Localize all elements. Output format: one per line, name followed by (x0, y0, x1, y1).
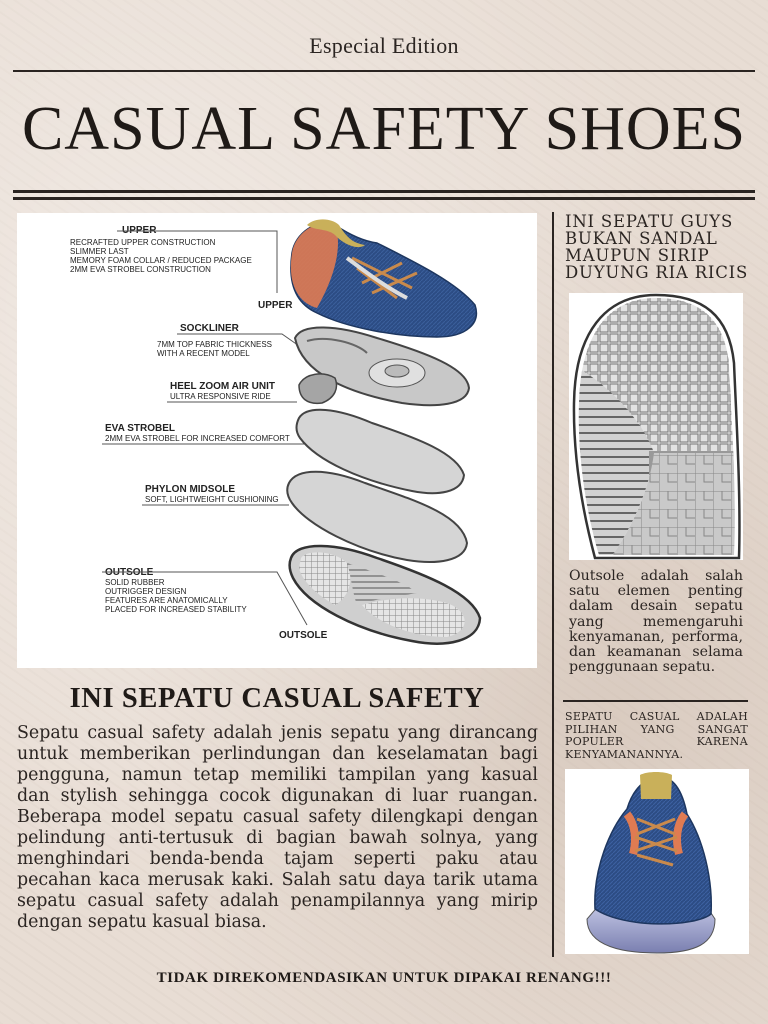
upper-line-2: SLIMMER LAST (70, 247, 129, 256)
outsole-line-4: PLACED FOR INCREASED STABILITY (105, 605, 247, 614)
phylon-line-1: SOFT, LIGHTWEIGHT CUSHIONING (145, 495, 279, 504)
outsole-description: Outsole adalah salah satu elemen penting dalam desain sepatu yang memengaruhi kenyamanan, performa, dan keamanan selama penggunaan sepatu. (569, 568, 743, 676)
eva-title: EVA STROBEL (105, 423, 176, 434)
article-body: Sepatu casual safety adalah jenis sepatu yang dirancang untuk memberikan perlindungan dan keselamatan bagi pengguna, namun tetap memiliki tampilan yang kasual dan stylish sehingga cocok digunakan di luar ruangan. Beberapa model sepatu casual safety dilengkapi dengan pelindung anti-tertusuk di bagian bawah solnya, yang menghindari benda-benda tajam seperti paku atau pecahan kaca merusak kaki. Salah satu daya tarik utama sepatu casual safety adalah penampilannya yang mirip dengan sepatu kasual biasa. (17, 723, 538, 932)
shoe-front-image (565, 769, 749, 954)
article-headline: INI SEPATU CASUAL SAFETY (69, 683, 485, 714)
sidebar-headline: INI SEPATU GUYS BUKAN SANDAL MAUPUN SIRIP DUYUNG RIA RICIS (565, 212, 749, 282)
upper-line-4: 2MM EVA STROBEL CONSTRUCTION (70, 265, 211, 274)
sidebar-caption: SEPATU CASUAL ADALAH PILIHAN YANG SANGAT POPULER KARENA KENYAMANANNYA. (565, 710, 748, 761)
eva-line-1: 2MM EVA STROBEL FOR INCREASED COMFORT (105, 434, 290, 443)
heel-line-1: ULTRA RESPONSIVE RIDE (170, 392, 271, 401)
page-title: CASUAL SAFETY SHOES (21, 95, 747, 163)
upper-tag: UPPER (258, 300, 293, 311)
outsole-title: OUTSOLE (105, 567, 154, 578)
upper-line-1: RECRAFTED UPPER CONSTRUCTION (70, 238, 216, 247)
header-rule-top (13, 70, 755, 72)
outsole-line-3: FEATURES ARE ANATOMICALLY (105, 596, 228, 605)
heel-unit-illustration (299, 374, 336, 403)
sockliner-line-1: 7MM TOP FABRIC THICKNESS (157, 340, 272, 349)
upper-title: UPPER (122, 225, 157, 236)
sidebar-rule (563, 700, 748, 702)
sockliner-title: SOCKLINER (180, 323, 239, 334)
heel-title: HEEL ZOOM AIR UNIT (170, 381, 275, 392)
upper-shoe-illustration (291, 219, 477, 337)
footer-warning: TIDAK DIREKOMENDASIKAN UNTUK DIPAKAI RENANG!!! (156, 970, 612, 986)
phylon-title: PHYLON MIDSOLE (145, 484, 236, 495)
header-rule-double-2 (13, 197, 755, 200)
sockliner-line-2: WITH A RECENT MODEL (157, 349, 250, 358)
outsole-tag: OUTSOLE (279, 630, 328, 641)
shoe-exploded-diagram (17, 213, 537, 668)
upper-line-3: MEMORY FOAM COLLAR / REDUCED PACKAGE (70, 256, 252, 265)
outsole-illustration (290, 546, 480, 644)
header-rule-double-1 (13, 190, 755, 193)
outsole-bottom-image (569, 293, 743, 560)
column-divider (552, 212, 554, 957)
outsole-line-1: SOLID RUBBER (105, 578, 165, 587)
outsole-line-2: OUTRIGGER DESIGN (105, 587, 187, 596)
edition-label: Especial Edition (309, 33, 459, 58)
